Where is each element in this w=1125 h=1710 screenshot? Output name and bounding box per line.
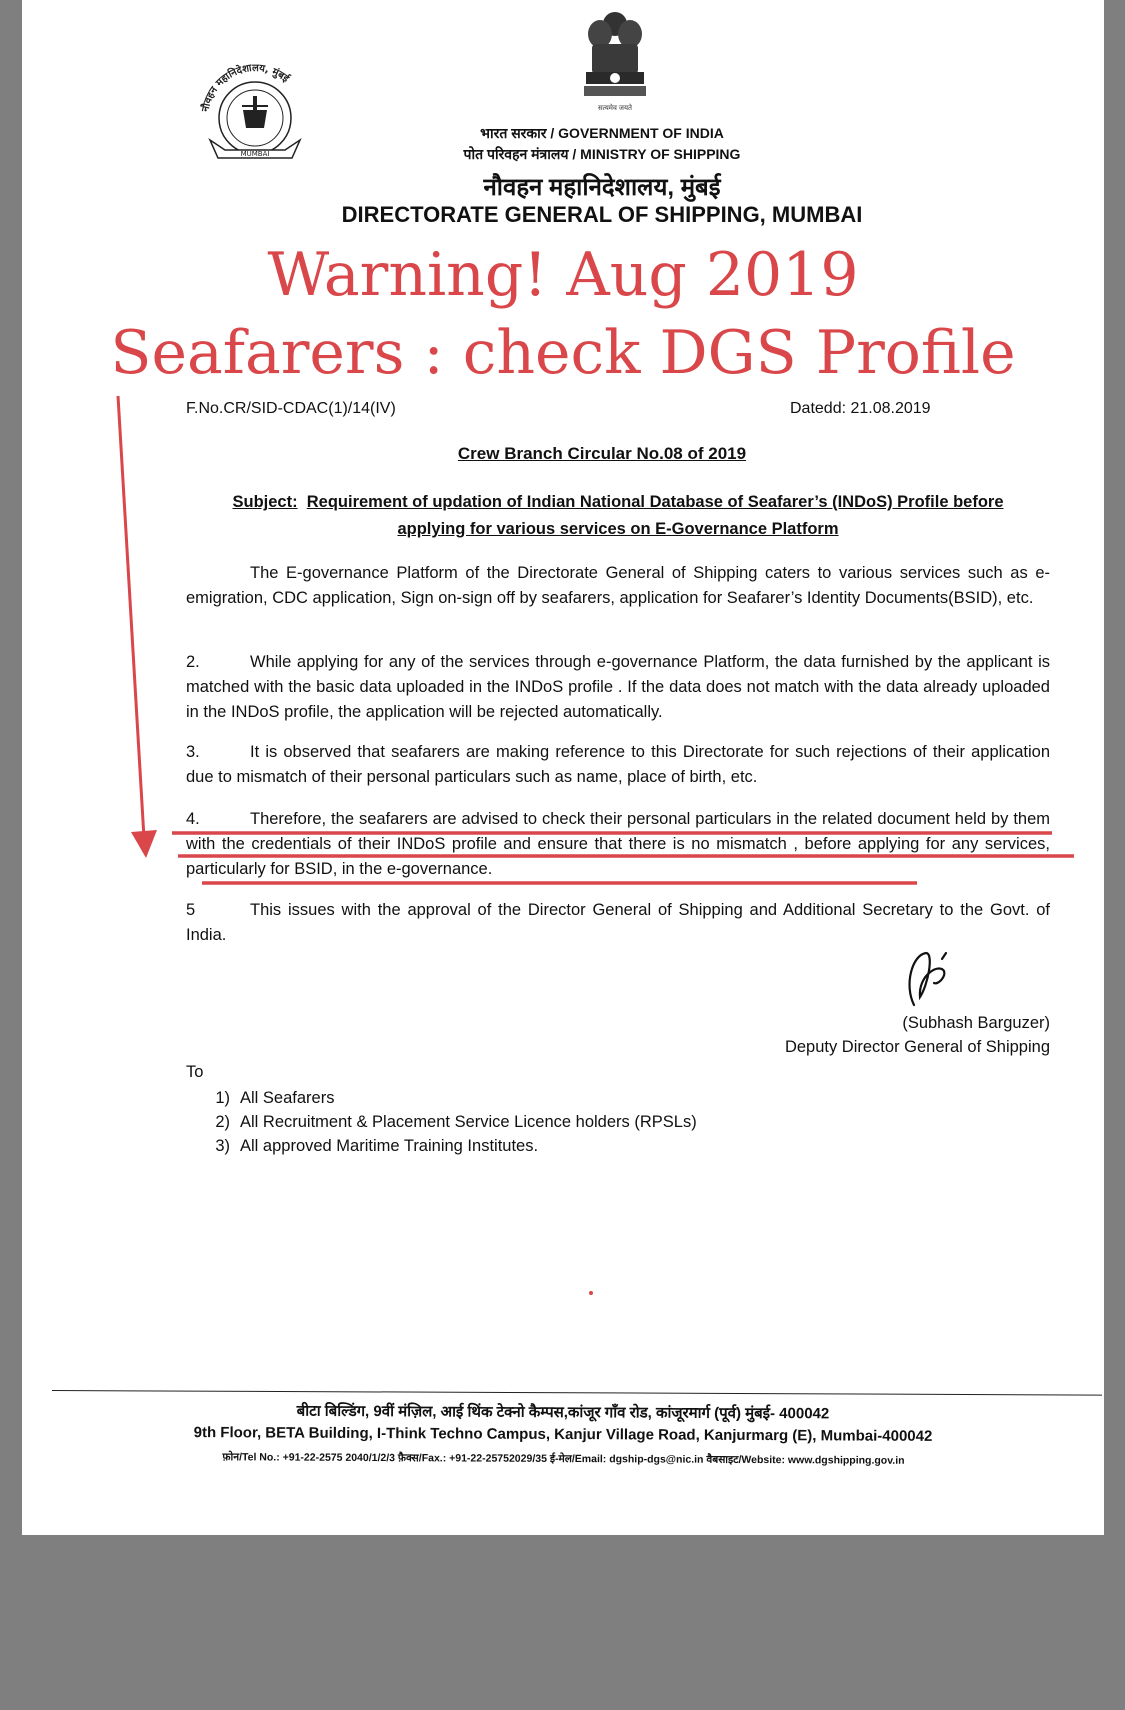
- recipient-text: All Seafarers: [240, 1089, 335, 1107]
- paragraph-5-number: 5: [186, 901, 196, 919]
- paragraph-3-text: It is observed that seafarers are making reference to this Directorate for such rejections of their application due to mismatch of their personal particulars such as name, place of birth, etc.: [186, 743, 1050, 786]
- header-line-government: भारत सरकार / GOVERNMENT OF INDIA: [480, 125, 724, 141]
- annotation-overlay: [22, 0, 1104, 1535]
- annotation-arrowhead: [131, 830, 157, 858]
- signatory-name: (Subhash Barguzer): [902, 1014, 1050, 1032]
- subject-line-1: Requirement of updation of Indian National Database of Seafarer’s (INDoS) Profile before: [306, 493, 1004, 511]
- paragraph-5-text: This issues with the approval of the Director General of Shipping and Additional Secretary to the Govt. of India.: [186, 901, 1050, 944]
- header-line-ministry: पोत परिवहन मंत्रालय / MINISTRY OF SHIPPING: [463, 146, 741, 162]
- recipient-number: 2): [215, 1113, 230, 1131]
- recipient-text: All Recruitment & Placement Service Licence holders (RPSLs): [240, 1113, 697, 1131]
- footer-line-hindi: बीटा बिल्डिंग, 9वीं मंज़िल, आई थिंक टेक्नो कैम्पस,कांजूर गाँव रोड, कांजूरमार्ग (पूर्व) मुंबई- 400042: [296, 1402, 830, 1423]
- file-number: F.No.CR/SID-CDAC(1)/14(IV): [186, 400, 396, 417]
- paragraph-4-number: 4.: [186, 810, 200, 828]
- paragraph-2-text: While applying for any of the services through e-governance Platform, the data furnished by the applicant is matched with the basic data uploaded in the INDoS profile . If the data does not match with the data already uploaded in the INDoS profile, the application will be rejected automatically.: [186, 653, 1050, 721]
- header-hindi-title: नौवहन महानिदेशालय, मुंबई: [483, 174, 721, 201]
- paragraph-4-text: Therefore, the seafarers are advised to check their personal particulars in the related document held by them with the credentials of their INDoS profile and ensure that there is no mismatch , before applying for any services, particularly for BSID, in the e-governance.: [186, 810, 1050, 878]
- subject-label: Subject:: [232, 493, 298, 511]
- warning-line-1: Warning! Aug 2019: [267, 240, 859, 310]
- circular-title: Crew Branch Circular No.08 of 2019: [457, 444, 747, 463]
- warning-line-2: Seafarers : check DGS Profile: [110, 318, 1016, 388]
- logo-arc-hindi: नौवहन महानिदेशालय, मुंबई: [200, 62, 291, 113]
- paragraph-2-number: 2.: [186, 653, 200, 671]
- footer-line-contact: फ़ोन/Tel No.: +91-22-2575 2040/1/2/3 फ़ैक्स/Fax.: +91-22-25752029/35 ई-मेल/Email: dgship-dgs@nic.in वैबसाइट/Website: www.dgshipping.gov.in: [222, 1451, 905, 1467]
- document-page: [22, 0, 1104, 1535]
- recipient-text: All approved Maritime Training Institutes.: [240, 1137, 539, 1155]
- circular-date: Datedd: 21.08.2019: [790, 400, 931, 417]
- annotation-arrow-line: [118, 396, 144, 838]
- paragraph-3-number: 3.: [186, 743, 200, 761]
- recipient-number: 3): [215, 1137, 230, 1155]
- paragraph-1-text: The E-governance Platform of the Directorate General of Shipping caters to various services such as e-emigration, CDC application, Sign on-sign off by seafarers, application for Seafarer’s Identity Documents(BSID), etc.: [186, 564, 1050, 607]
- subject-line-2: applying for various services on E-Governance Platform: [397, 520, 839, 538]
- to-label: To: [186, 1063, 204, 1081]
- logo-city: MUMBAI: [240, 150, 270, 158]
- emblem-motto: सत्यमेव जयते: [597, 105, 633, 112]
- recipient-number: 1): [215, 1089, 230, 1107]
- header-english-title: DIRECTORATE GENERAL OF SHIPPING, MUMBAI: [341, 202, 863, 227]
- footer-line-address: 9th Floor, BETA Building, I-Think Techno Campus, Kanjur Village Road, Kanjurmarg (E), Mumbai-400042: [193, 1424, 933, 1445]
- signatory-designation: Deputy Director General of Shipping: [784, 1038, 1050, 1056]
